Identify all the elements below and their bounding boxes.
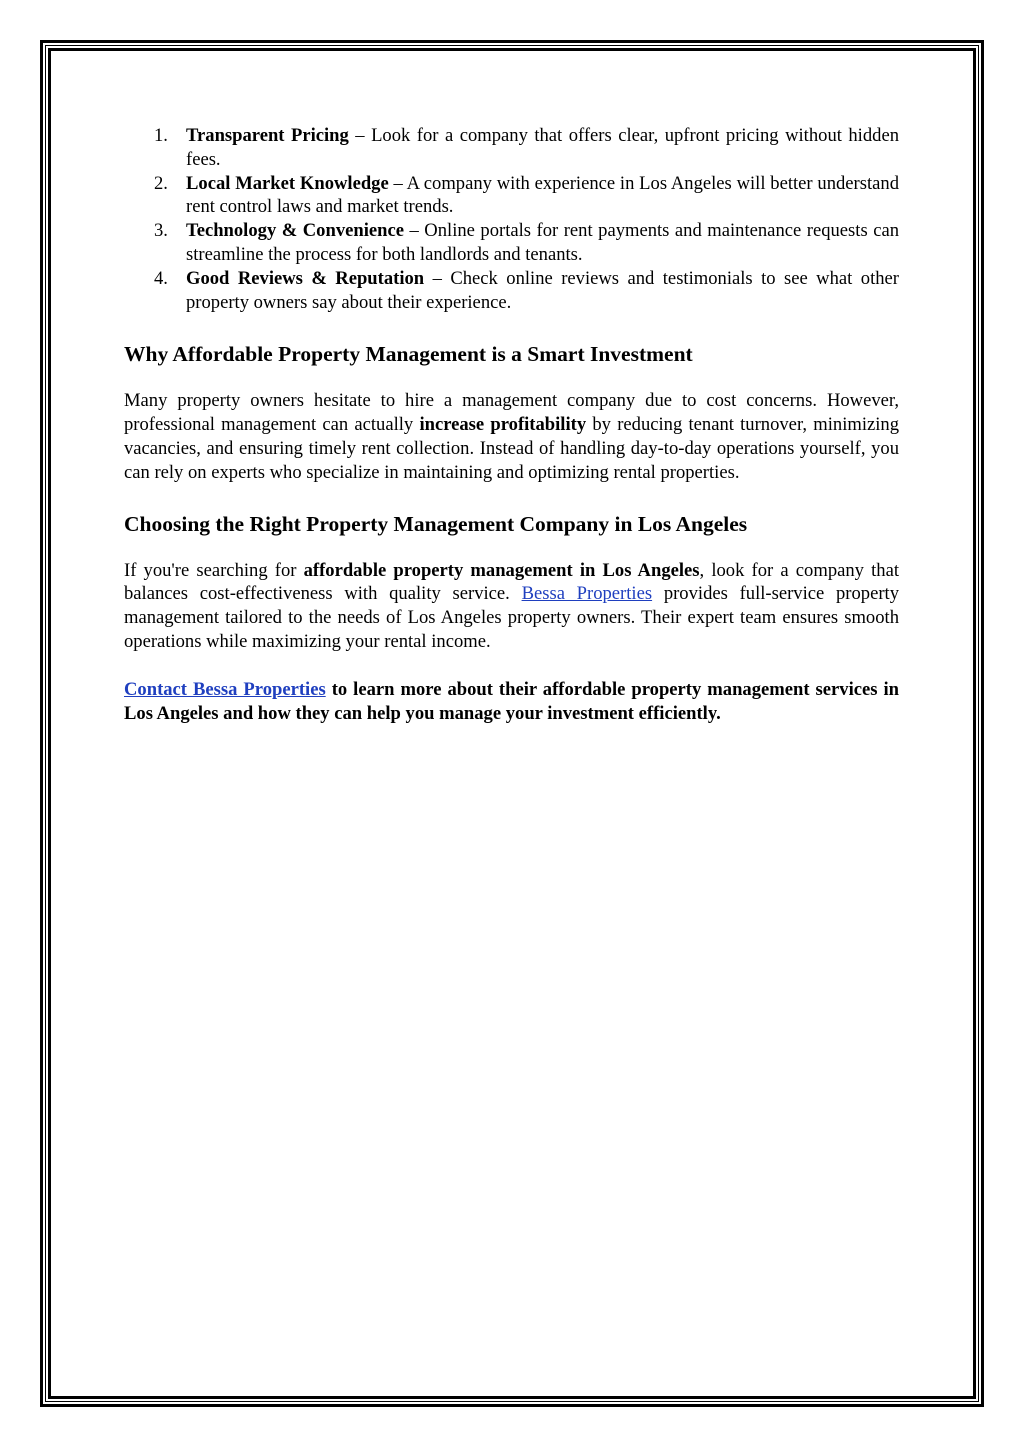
section-heading-why: Why Affordable Property Management is a Smart Investment bbox=[124, 342, 693, 367]
paragraph-text: by reducing tenant turnover, minimizing vacancies, and ensuring timely rent collection. Instead of handling day-to-day operations yourself, you can rely on experts who specialize in maintaining and optimizing rental properties. bbox=[124, 414, 899, 483]
feature-title: Technology & Convenience bbox=[186, 220, 404, 242]
feature-title: Local Market Knowledge bbox=[186, 172, 389, 194]
bessa-properties-link[interactable]: Bessa Properties bbox=[521, 583, 653, 605]
paragraph-bold: affordable property management in Los Angeles bbox=[303, 559, 700, 581]
feature-text: – A company with experience in Los Angeles will better understand rent control laws and market trends. bbox=[186, 172, 899, 218]
paragraph-contact bbox=[124, 678, 899, 726]
contact-bessa-properties-link[interactable]: Contact Bessa Properties bbox=[124, 678, 326, 700]
paragraph-why bbox=[124, 389, 899, 484]
list-item bbox=[186, 219, 899, 267]
paragraph-text: , look for a company that balances cost-effectiveness with quality service. bbox=[124, 559, 899, 605]
document-body bbox=[124, 124, 899, 725]
paragraph-text: If you're searching for bbox=[124, 559, 304, 581]
paragraph-text: Many property owners hesitate to hire a management company due to cost concerns. However, professional management can actually bbox=[124, 390, 899, 436]
section-heading-choosing: Choosing the Right Property Management Company in Los Angeles bbox=[124, 511, 748, 536]
paragraph-bold: increase profitability bbox=[419, 414, 587, 436]
paragraph-text: provides full-service property management tailored to the needs of Los Angeles property owners. Their expert team ensures smooth operations while maximizing your rental income. bbox=[124, 583, 899, 652]
list-item bbox=[186, 124, 899, 172]
feature-text: – Online portals for rent payments and maintenance requests can streamline the process for both landlords and tenants. bbox=[186, 220, 900, 265]
list-item bbox=[186, 172, 899, 220]
feature-title: Good Reviews & Reputation bbox=[186, 267, 425, 289]
paragraph-choosing bbox=[124, 559, 899, 654]
features-list bbox=[124, 124, 899, 314]
feature-text: – Look for a company that offers clear, upfront pricing without hidden fees. bbox=[186, 125, 899, 170]
feature-title: Transparent Pricing bbox=[186, 125, 349, 146]
feature-text: – Check online reviews and testimonials to see what other property owners say about their experience. bbox=[186, 267, 899, 313]
list-item bbox=[186, 267, 899, 315]
paragraph-text: to learn more about their affordable property management services in Los Angeles and how they can help you manage your investment efficiently. bbox=[124, 678, 899, 724]
